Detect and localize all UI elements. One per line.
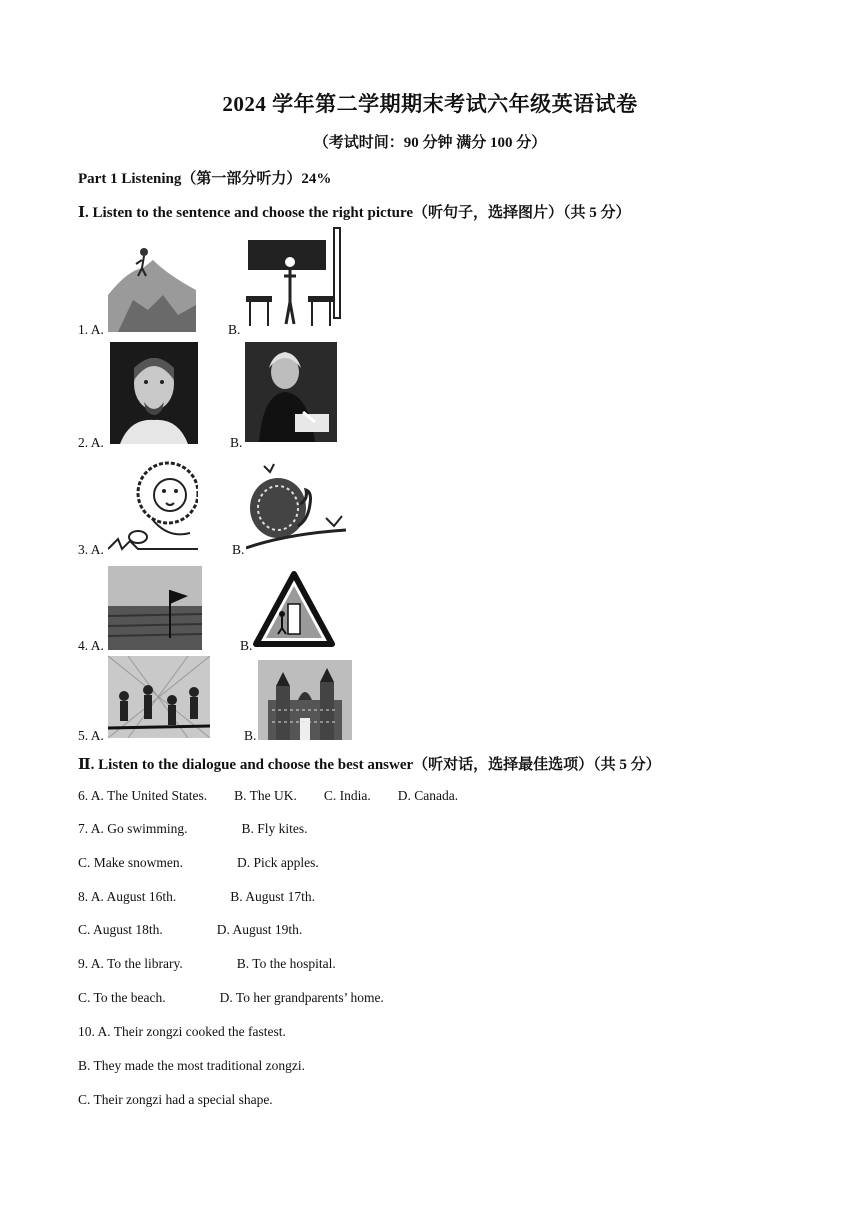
item1-label: 1. A. [78,322,104,337]
teacher-classroom-picture [244,226,346,330]
item3-b-label: B. [232,542,245,557]
item5-label: 5. A. [78,728,104,743]
item2-b-label: B. [230,435,243,450]
crowd-picture [108,656,210,738]
question-6: 6. A. The United States. B. The UK. C. India. D. Canada. [78,788,459,803]
item3-label: 3. A. [78,542,104,557]
section1-heading: Ⅰ. Listen to the sentence and choose the right picture（听句子，选择图片）（共 5 分） [78,205,631,221]
exam-title: 2024 学年第二学期期末考试六年级英语试卷 [222,92,638,116]
item5-b-label: B. [244,728,257,743]
shakespeare-portrait-picture [110,342,198,444]
exam-subtitle: （考试时间：90 分钟 满分 100 分） [313,135,547,151]
question-10-b: B. They made the most traditional zongzi. [78,1058,305,1073]
warning-sign-picture [252,570,336,650]
mountain-climber-picture [108,240,196,332]
section2-heading: Ⅱ. Listen to the dialogue and choose the best answer（听对话，选择最佳选项）（共 5 分） [78,757,661,773]
question-9-ab: 9. A. To the library. B. To the hospital. [78,956,336,971]
question-10-a: 10. A. Their zongzi cooked the fastest. [78,1024,286,1039]
castle-picture [258,660,352,740]
item4-b-label: B. [240,638,253,653]
lion-and-mouse-picture [108,457,198,551]
question-8-cd: C. August 18th. D. August 19th. [78,922,303,937]
item2-label: 2. A. [78,435,104,450]
question-9-cd: C. To the beach. D. To her grandparents’ home. [78,990,384,1005]
question-7-cd: C. Make snowmen. D. Pick apples. [78,855,319,870]
peacock-picture [246,460,346,552]
item1-b-label: B. [228,322,241,337]
flag-at-sea-picture [108,566,202,650]
question-10-c: C. Their zongzi had a special shape. [78,1092,273,1107]
woman-writing-portrait-picture [245,342,337,442]
question-7-ab: 7. A. Go swimming. B. Fly kites. [78,821,308,836]
question-8-ab: 8. A. August 16th. B. August 17th. [78,889,316,904]
item4-label: 4. A. [78,638,104,653]
part1-heading: Part 1 Listening（第一部分听力）24% [78,171,332,187]
